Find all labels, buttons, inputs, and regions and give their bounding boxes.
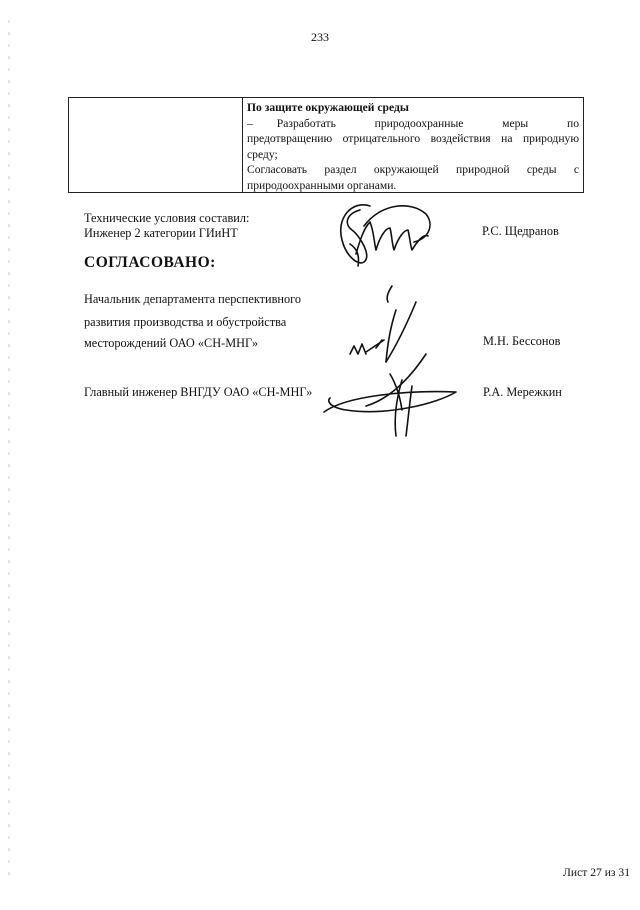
approver1-position-line-2: развития производства и обустройства <box>84 315 287 329</box>
approver2-name: Р.А. Мережкин <box>483 385 562 399</box>
signature-bessonov <box>336 282 426 368</box>
page-number: 233 <box>311 30 329 44</box>
requirement-item-1-line-3: среду; <box>247 147 278 161</box>
approver1-name: М.Н. Бессонов <box>483 334 561 348</box>
signature-merezhkin <box>316 340 466 440</box>
requirement-item-1-line-1: – Разработать природоохранные меры по <box>247 116 579 130</box>
approver1-position-line-1: Начальник департамента перспективного <box>84 292 302 306</box>
compiled-name: Р.С. Щедранов <box>482 224 559 238</box>
approved-heading: СОГЛАСОВАНО: <box>84 254 216 271</box>
table-empty-cell <box>69 98 243 192</box>
signature-shchedranov <box>330 196 440 278</box>
requirement-item-2-line-1: Согласовать раздел окружающей природной среды с <box>247 163 579 177</box>
sheet-footer: Лист 27 из 31 <box>563 866 630 879</box>
binding-margin-marks <box>6 0 12 905</box>
requirement-item-1-line-2: предотвращению отрицательного воздействия на природную <box>247 132 579 146</box>
requirements-heading: По защите окружающей среды <box>247 101 409 114</box>
compiled-position: Инженер 2 категории ГИиНТ <box>84 226 238 240</box>
table-requirements-cell <box>243 98 583 192</box>
compiled-label: Технические условия составил: <box>84 211 250 225</box>
approver2-position: Главный инженер ВНГДУ ОАО «СН-МНГ» <box>84 385 313 399</box>
requirements-table <box>68 97 584 193</box>
requirement-item-2-line-2: природоохранными органами. <box>247 178 397 192</box>
approver1-position-line-3: месторождений ОАО «СН-МНГ» <box>84 336 258 350</box>
